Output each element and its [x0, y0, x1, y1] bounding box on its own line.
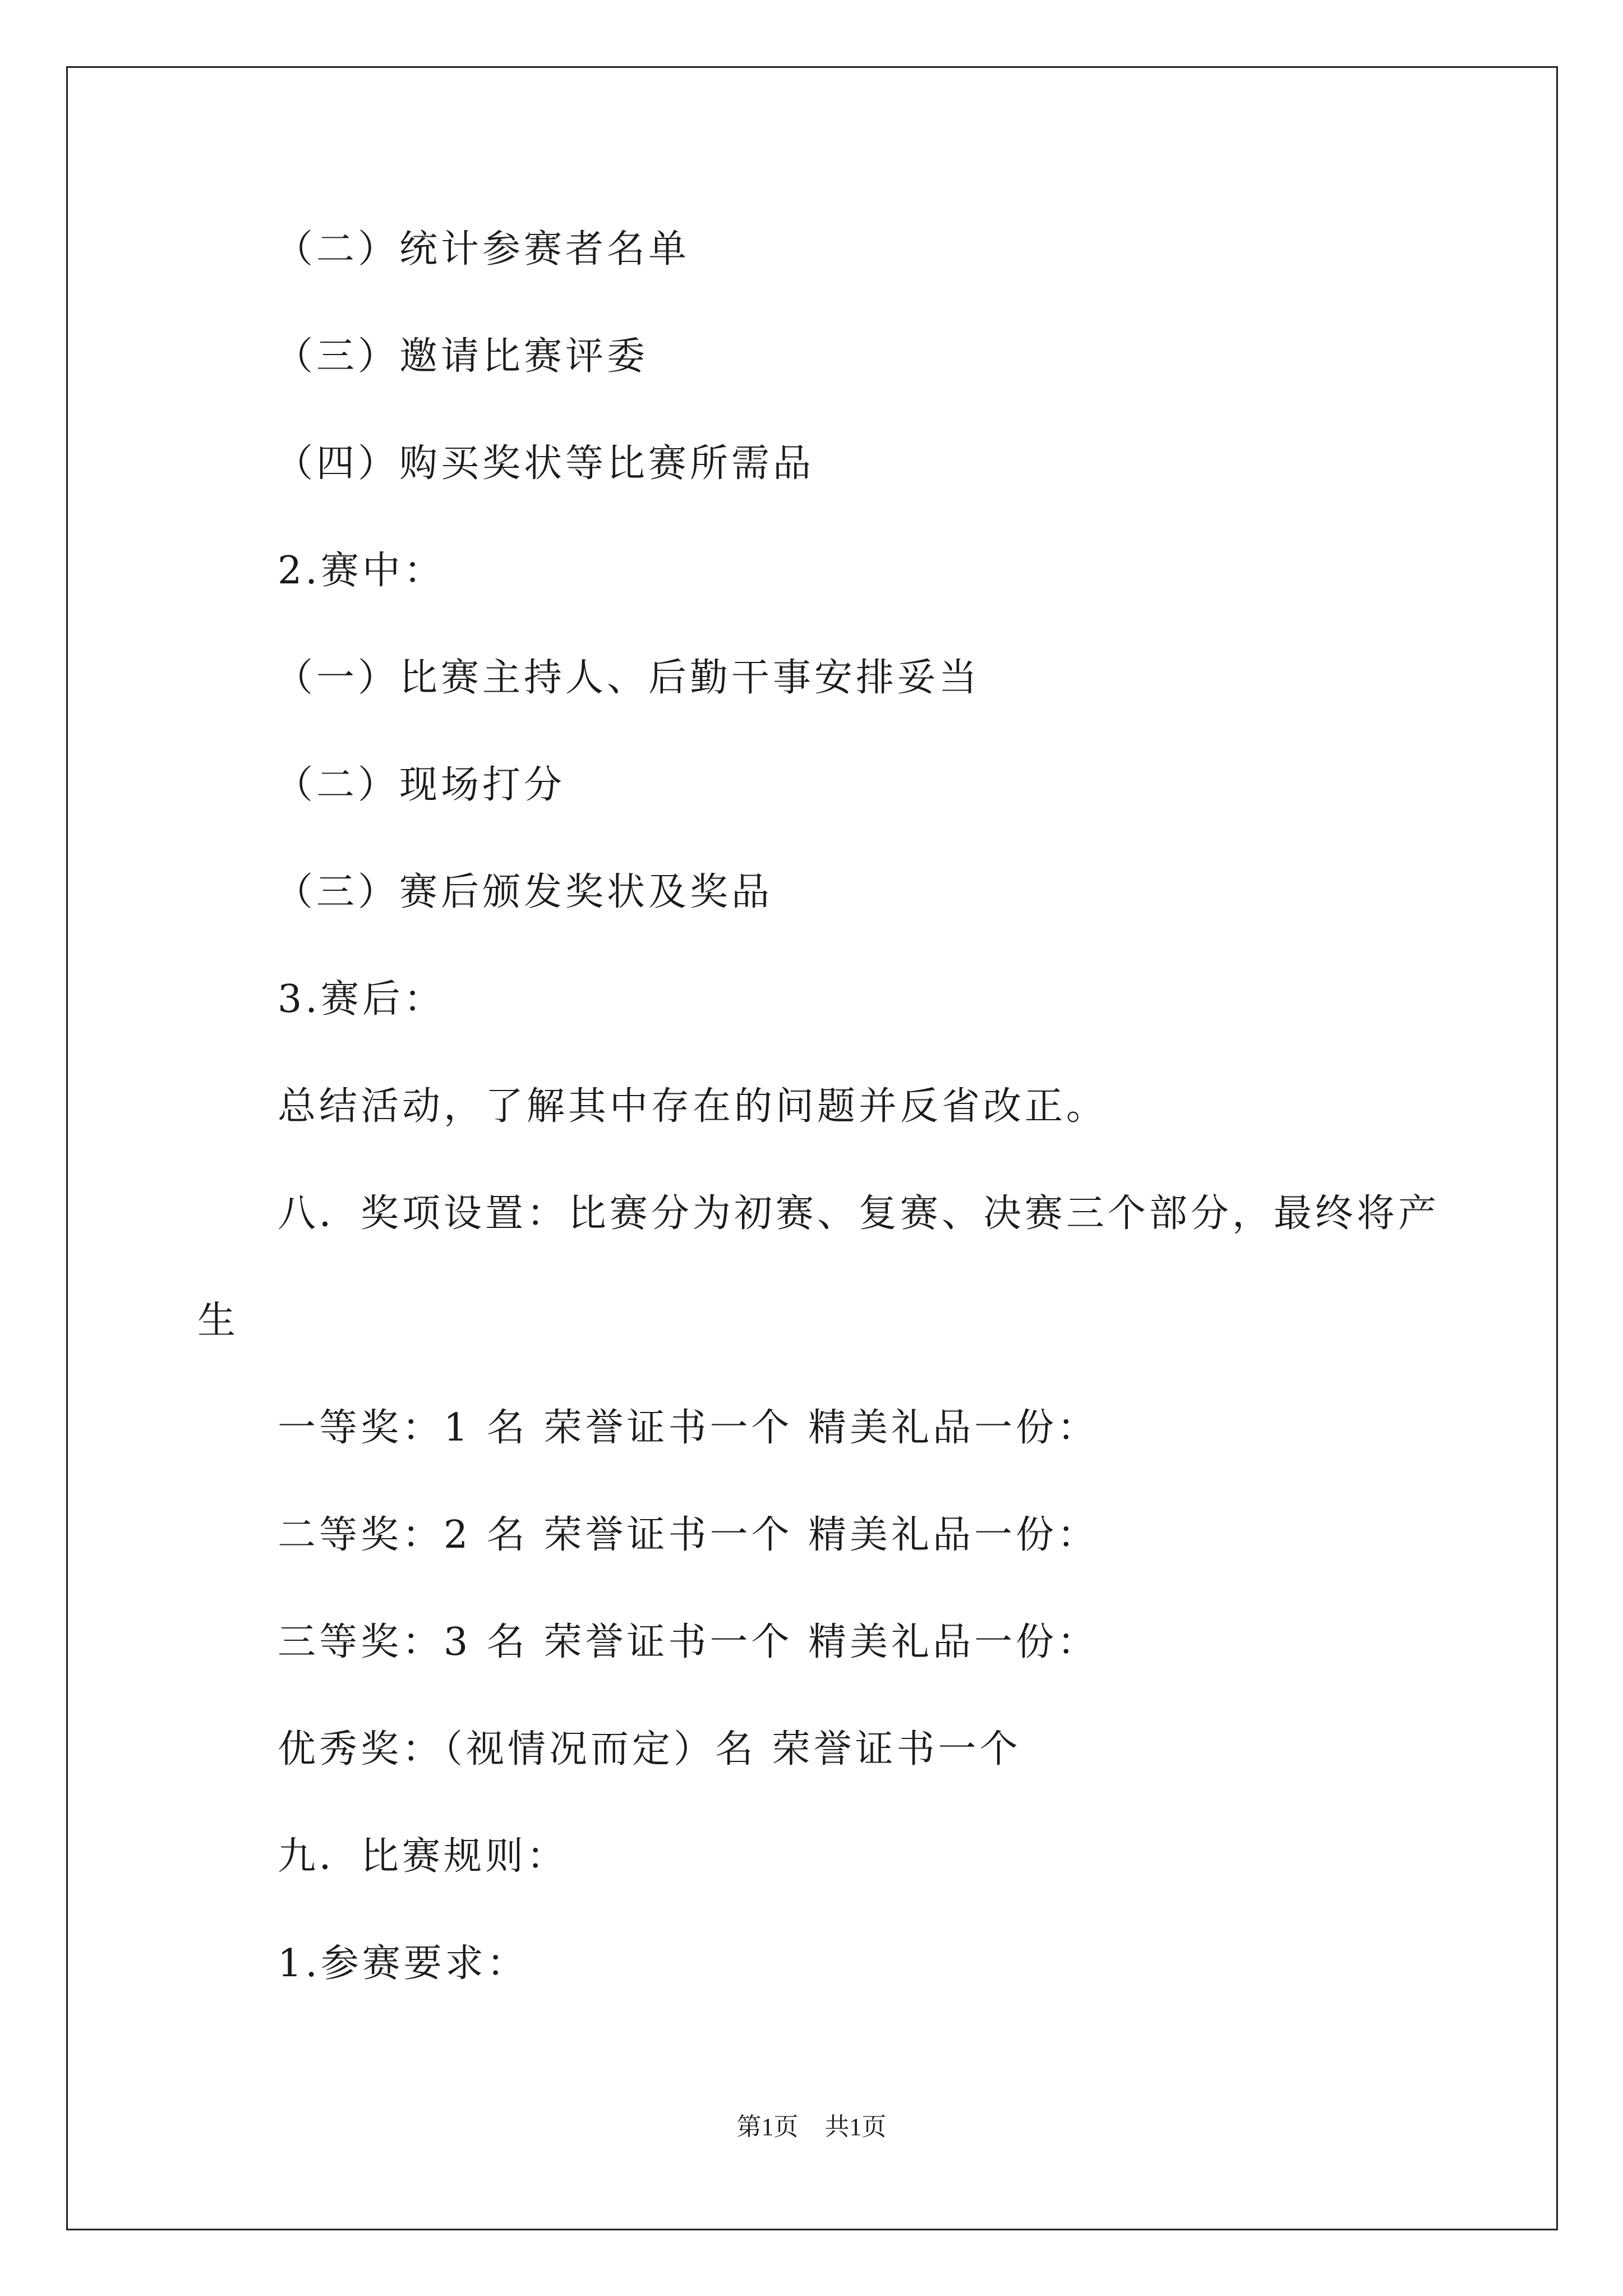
text-line: 优秀奖：（视情况而定）名 荣誉证书一个: [278, 1727, 1021, 1772]
page-border: [66, 66, 1558, 2230]
page-footer: [0, 2110, 1623, 2144]
text-line: 一等奖：1 名 荣誉证书一个 精美礼品一份：: [278, 1406, 1099, 1450]
text-line: （二）统计参赛者名单: [275, 227, 690, 272]
text-line: 生: [197, 1299, 239, 1343]
text-line: 总结活动，了解其中存在的问题并反省改正。: [278, 1084, 1108, 1129]
page-total: 共1页: [824, 2113, 887, 2141]
text-line: 八．奖项设置：比赛分为初赛、复赛、决赛三个部分，最终将产: [278, 1191, 1440, 1236]
text-line: 2.赛中：: [278, 549, 445, 593]
text-line: （三）邀请比赛评委: [275, 334, 649, 379]
page-number: 第1页: [736, 2113, 799, 2141]
text-line: 1.参赛要求：: [278, 1941, 528, 1986]
text-line: （三）赛后颁发奖状及奖品: [275, 870, 773, 914]
text-line: （二）现场打分: [275, 763, 566, 807]
text-line: 3.赛后：: [278, 977, 445, 1022]
text-line: 九．比赛规则：: [278, 1834, 569, 1879]
text-line: 二等奖：2 名 荣誉证书一个 精美礼品一份：: [278, 1513, 1099, 1557]
text-line: 三等奖：3 名 荣誉证书一个 精美礼品一份：: [278, 1620, 1099, 1664]
text-line: （一）比赛主持人、后勤干事安排妥当: [275, 656, 981, 700]
text-line: （四）购买奖状等比赛所需品: [275, 441, 815, 486]
